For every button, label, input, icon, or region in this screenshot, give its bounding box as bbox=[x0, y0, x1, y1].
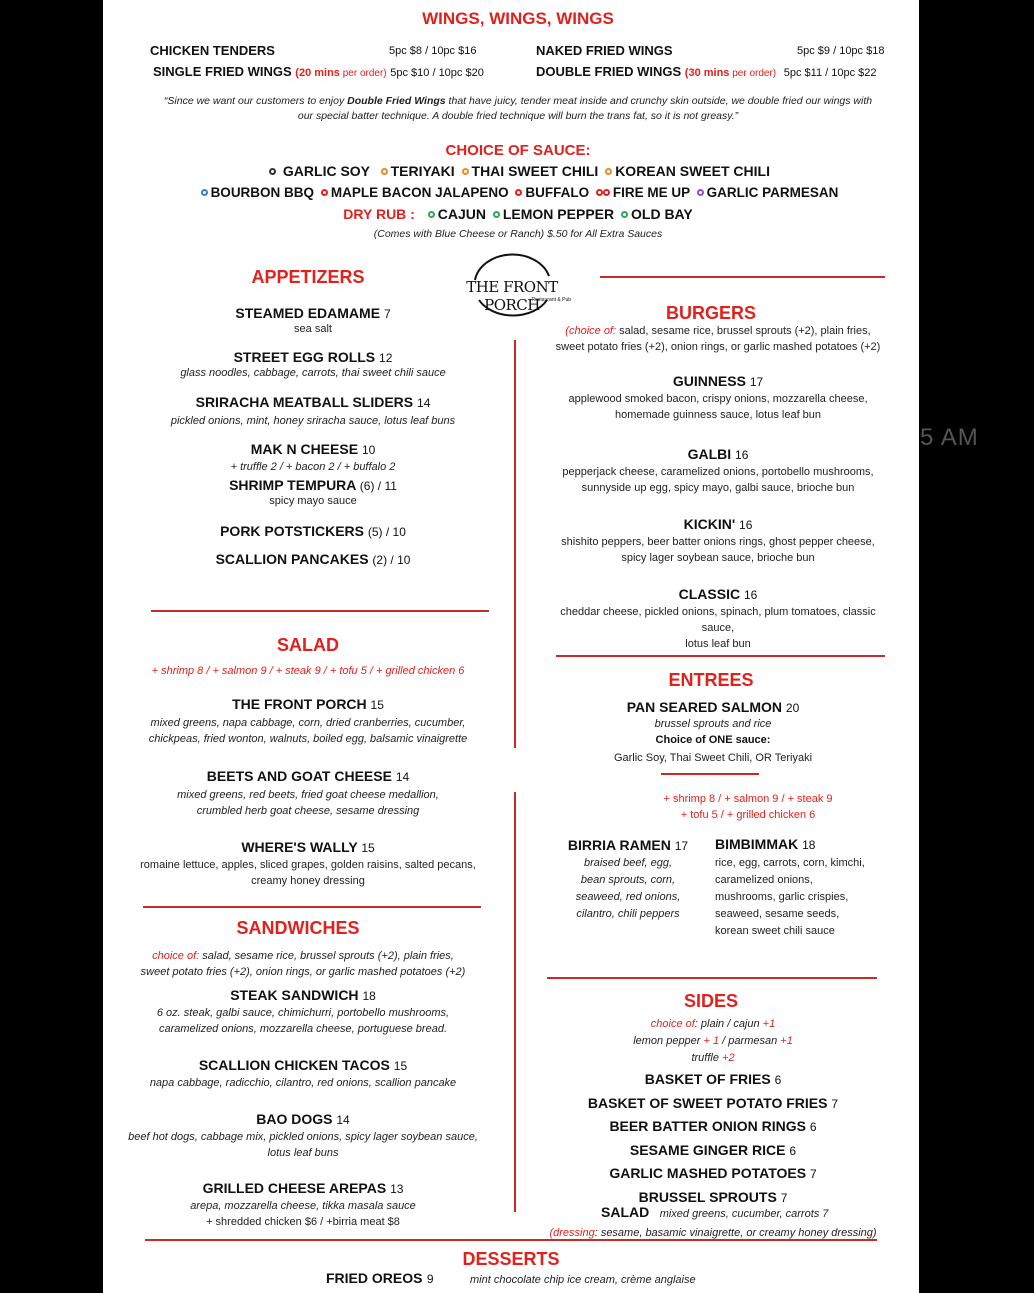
item-desc: bean sprouts, corn, bbox=[580, 874, 676, 886]
item-name: BASKET OF SWEET POTATO FRIES bbox=[587, 1094, 828, 1111]
item-desc: pickled onions, mint, honey sriracha sauce, lotus leaf buns bbox=[170, 415, 456, 427]
rub-cajun: CAJUN bbox=[437, 206, 486, 222]
choice-label: (choice of: bbox=[565, 325, 617, 337]
menu-item bbox=[143, 349, 483, 365]
item-desc: spicy mayo sauce bbox=[269, 495, 357, 507]
menu-item bbox=[133, 839, 483, 855]
menu-item bbox=[563, 1162, 863, 1186]
item-desc: caramelized onions, mozzarella cheese, portuguese bread. bbox=[159, 1023, 447, 1035]
item-price: 7 bbox=[831, 1096, 839, 1111]
item-name: BIMBIMMAK bbox=[715, 836, 799, 852]
sauce-title: CHOICE OF SAUCE: bbox=[445, 142, 591, 159]
menu-item bbox=[123, 1057, 483, 1073]
item-desc: + shredded chicken $6 / +birria meat $8 bbox=[206, 1216, 400, 1228]
sauce-garlic-soy: GARLIC SOY bbox=[282, 163, 370, 179]
menu-item bbox=[563, 1115, 863, 1139]
item-desc: mushrooms, garlic crispies, bbox=[715, 891, 849, 903]
sides-choice-label: choice of bbox=[650, 1018, 695, 1030]
sauce-buffalo: BUFFALO bbox=[525, 185, 590, 200]
menu-item bbox=[558, 837, 698, 853]
wings-title: WINGS, WINGS, WINGS bbox=[422, 9, 614, 28]
sauce-dot-icon bbox=[697, 189, 704, 196]
item-desc: + truffle 2 / + bacon 2 / + buffalo 2 bbox=[230, 461, 396, 473]
item-price: 9 bbox=[426, 1272, 434, 1286]
sides-truffle: truffle bbox=[691, 1052, 723, 1064]
item-name: BAO DOGS bbox=[256, 1111, 333, 1127]
item-name: KICKIN' bbox=[683, 516, 736, 532]
sauce-dot-icon bbox=[621, 211, 628, 218]
dessert-desc: mint chocolate chip ice cream, crème anglaise bbox=[470, 1274, 696, 1286]
menu-item bbox=[143, 477, 483, 493]
item-price: 14 bbox=[336, 1113, 350, 1127]
wings-quote-b: Double Fried Wings bbox=[347, 95, 446, 107]
item-name: THE FRONT PORCH bbox=[232, 696, 367, 712]
double-fried-price: 5pc $11 / 10pc $22 bbox=[783, 67, 877, 79]
item-desc: applewood smoked bacon, crispy onions, mozzarella cheese, bbox=[568, 393, 868, 405]
item-desc: glass noodles, cabbage, carrots, thai sweet chili sauce bbox=[180, 367, 446, 379]
sauce-dot-icon bbox=[428, 211, 435, 218]
logo-name: THE FRONT PORCH bbox=[466, 278, 558, 314]
double-fried-time: (30 mins bbox=[684, 67, 730, 79]
item-desc: cheddar cheese, pickled onions, spinach, plum tomatoes, classic sauce, bbox=[560, 606, 876, 634]
item-desc: korean sweet chili sauce bbox=[715, 925, 835, 937]
sandwiches-choice bbox=[123, 948, 483, 980]
desserts-title: DESSERTS bbox=[462, 1249, 560, 1269]
dressing-rest: : sesame, basamic vinaigrette, or creamy honey dressing) bbox=[594, 1227, 877, 1239]
sides-list bbox=[563, 1068, 863, 1209]
item-price: 18 bbox=[362, 989, 376, 1003]
item-name: SCALLION CHICKEN TACOS bbox=[198, 1057, 390, 1073]
wings-quote-c: that have juicy, tender meat inside and crunchy skin outside, we double fried our wings with bbox=[445, 95, 873, 107]
item-name: WHERE'S WALLY bbox=[241, 839, 358, 855]
item-name: SALAD bbox=[601, 1204, 650, 1220]
item-desc: beef hot dogs, cabbage mix, pickled onions, spicy lager soybean sauce, bbox=[128, 1131, 478, 1143]
salmon-choice: Choice of ONE sauce: bbox=[655, 734, 771, 746]
appetizers-list bbox=[143, 305, 483, 567]
item-desc: cilantro, chili peppers bbox=[576, 908, 680, 920]
item-desc: shishito peppers, beer batter onions rings, ghost pepper cheese, bbox=[561, 536, 875, 548]
item-price: 6 bbox=[774, 1073, 782, 1087]
menu-item bbox=[143, 394, 483, 410]
menu-item bbox=[133, 768, 483, 784]
menu-item bbox=[543, 586, 893, 602]
item-price: 7 bbox=[383, 307, 391, 321]
item-price: 15 bbox=[370, 698, 384, 712]
item-price: (6) / 11 bbox=[359, 479, 397, 493]
item-desc: seaweed, sesame seeds, bbox=[715, 908, 840, 920]
dessert-item bbox=[326, 1270, 434, 1288]
item-desc: napa cabbage, radicchio, cilantro, red onions, scallion pancake bbox=[149, 1077, 457, 1089]
choice-label: choice of: bbox=[152, 950, 200, 962]
entrees-addons bbox=[643, 791, 853, 823]
divider bbox=[143, 906, 481, 908]
sides-parm: / parmesan bbox=[719, 1035, 781, 1047]
item-name: BEETS AND GOAT CHEESE bbox=[206, 768, 392, 784]
menu-item bbox=[543, 373, 893, 389]
choice-line1: salad, sesame rice, brussel sprouts (+2), plain fries, bbox=[199, 950, 454, 962]
sauce-dot-icon bbox=[515, 189, 522, 196]
item-desc: seaweed, red onions, bbox=[575, 891, 681, 903]
sides-plus: +2 bbox=[722, 1052, 735, 1064]
sauce-dot-icon bbox=[381, 168, 388, 175]
item-desc: sunnyside up egg, spicy mayo, galbi sauce, brioche bun bbox=[581, 482, 855, 494]
single-fried-name: SINGLE FRIED WINGS bbox=[153, 64, 292, 79]
choice-line1: salad, sesame rice, brussel sprouts (+2), plain fries, bbox=[616, 325, 871, 337]
item-price: 13 bbox=[390, 1182, 404, 1196]
item-price: 14 bbox=[417, 396, 431, 410]
burgers-list bbox=[543, 373, 893, 652]
menu-item bbox=[133, 696, 483, 712]
sauce-dot-icon bbox=[603, 189, 610, 196]
item-desc: chickpeas, fried wonton, walnuts, boiled egg, balsamic vinaigrette bbox=[148, 733, 468, 745]
item-price: 16 bbox=[739, 518, 753, 532]
sides-lemon: lemon pepper bbox=[633, 1035, 704, 1047]
choice-line2: sweet potato fries (+2), onion rings, or garlic mashed potatoes (+2) bbox=[555, 341, 881, 353]
item-name: BRUSSEL SPROUTS bbox=[638, 1188, 777, 1205]
item-price: (2) / 10 bbox=[372, 553, 411, 567]
item-price: 15 bbox=[393, 1059, 408, 1073]
item-desc: 6 oz. steak, galbi sauce, chimichurri, portobello mushrooms, bbox=[156, 1007, 450, 1019]
wings-quote-d: our special batter technique. A double fried technique will burn the trans fat, so it is not greasy.” bbox=[297, 110, 739, 122]
double-fried-note: per order) bbox=[729, 68, 777, 79]
sandwiches-list bbox=[123, 987, 483, 1230]
naked-fried-price: 5pc $9 / 10pc $18 bbox=[797, 45, 885, 57]
background-time-text: 5 AM bbox=[920, 424, 979, 451]
menu-item bbox=[123, 1111, 483, 1127]
sides-plus: + 1 bbox=[703, 1035, 720, 1047]
menu-item bbox=[715, 836, 895, 852]
chicken-tenders-name: CHICKEN TENDERS bbox=[150, 43, 275, 58]
item-desc: crumbled herb goat cheese, sesame dressing bbox=[196, 805, 420, 817]
item-name: GALBI bbox=[687, 446, 732, 462]
rub-lemon-pepper: LEMON PEPPER bbox=[502, 206, 615, 222]
sauce-dot-icon bbox=[605, 168, 612, 175]
choice-line2: sweet potato fries (+2), onion rings, or garlic mashed potatoes (+2) bbox=[140, 966, 466, 978]
item-price: 18 bbox=[802, 838, 816, 852]
menu-item bbox=[123, 1180, 483, 1196]
item-name: STEAK SANDWICH bbox=[230, 987, 359, 1003]
sauce-thai-sweet-chili: THAI SWEET CHILI bbox=[471, 163, 599, 179]
item-desc: lotus leaf bun bbox=[685, 638, 751, 650]
double-fried-row bbox=[536, 64, 877, 79]
sauce-bourbon-bbq: BOURBON BBQ bbox=[210, 185, 315, 200]
item-name: BEER BATTER ONION RINGS bbox=[609, 1118, 806, 1134]
item-desc: mixed greens, napa cabbage, corn, dried cranberries, cucumber, bbox=[150, 717, 466, 729]
item-price: 7 bbox=[780, 1190, 788, 1205]
burgers-choice bbox=[543, 323, 893, 355]
entrees-title: ENTREES bbox=[668, 670, 754, 690]
rub-old-bay: OLD BAY bbox=[631, 206, 693, 222]
item-name: SCALLION PANCAKES bbox=[215, 551, 369, 567]
item-desc: arepa, mozzarella cheese, tikka masala sauce bbox=[190, 1200, 416, 1212]
item-name: PAN SEARED SALMON bbox=[626, 699, 783, 715]
salad-title: SALAD bbox=[277, 635, 339, 655]
sides-plus: +1 bbox=[762, 1018, 776, 1030]
menu-item bbox=[563, 1139, 863, 1163]
menu-item bbox=[563, 1068, 863, 1092]
sides-dressing bbox=[543, 1225, 883, 1241]
item-name: SRIRACHA MEATBALL SLIDERS bbox=[195, 394, 414, 410]
item-name: MAK N CHEESE bbox=[250, 441, 359, 457]
item-desc: braised beef, egg, bbox=[583, 857, 673, 869]
item-price: 16 bbox=[743, 588, 758, 602]
item-price: 16 bbox=[735, 448, 749, 462]
item-desc: mixed greens, red beets, fried goat cheese medallion, bbox=[177, 789, 439, 801]
item-desc: homemade guinness sauce, lotus leaf bun bbox=[614, 409, 822, 421]
sauce-garlic-parmesan: GARLIC PARMESAN bbox=[706, 185, 839, 200]
item-desc: rice, egg, carrots, corn, kimchi, bbox=[715, 857, 865, 869]
dressing-label: (dressing bbox=[549, 1227, 595, 1239]
item-price: 17 bbox=[674, 839, 689, 853]
addons-line2: + tofu 5 / + grilled chicken 6 bbox=[680, 809, 816, 821]
item-name: STREET EGG ROLLS bbox=[233, 349, 376, 365]
divider bbox=[514, 340, 516, 748]
sauce-fire-me-up: FIRE ME UP bbox=[612, 185, 690, 200]
sauce-maple-bacon: MAPLE BACON JALAPENO bbox=[330, 185, 509, 200]
menu-item bbox=[143, 441, 483, 457]
chicken-tenders-price: 5pc $8 / 10pc $16 bbox=[389, 45, 477, 57]
item-name: BASKET OF FRIES bbox=[644, 1071, 771, 1087]
item-name: FRIED OREOS bbox=[326, 1270, 423, 1286]
item-price: 12 bbox=[379, 351, 393, 365]
single-fried-time: (20 mins bbox=[295, 67, 340, 79]
sauce-dot-icon bbox=[596, 189, 603, 196]
item-desc: spicy lager soybean sauce, brioche bun bbox=[621, 552, 815, 564]
sauce-dot-icon bbox=[201, 189, 208, 196]
entree-bimbimmak bbox=[715, 836, 895, 940]
menu-item bbox=[143, 523, 483, 539]
sauce-teriyaki: TERIYAKI bbox=[390, 163, 455, 179]
item-name: CLASSIC bbox=[678, 586, 741, 602]
item-price: 20 bbox=[785, 701, 800, 715]
item-name: GUINNESS bbox=[672, 373, 746, 389]
item-desc: brussel sprouts and rice bbox=[654, 718, 772, 730]
item-price: 14 bbox=[395, 770, 410, 784]
divider bbox=[661, 773, 759, 775]
item-name: PORK POTSTICKERS bbox=[220, 523, 364, 539]
item-price: 10 bbox=[361, 443, 376, 457]
item-desc: creamy honey dressing bbox=[251, 875, 365, 887]
sauce-note: (Comes with Blue Cheese or Ranch) $.50 for All Extra Sauces bbox=[373, 228, 663, 240]
divider bbox=[600, 276, 885, 278]
sides-choice bbox=[583, 1016, 843, 1067]
menu-item bbox=[143, 305, 483, 321]
sides-plus: +1 bbox=[780, 1035, 793, 1047]
item-price: 6 bbox=[809, 1120, 817, 1134]
item-name: SHRIMP TEMPURA bbox=[229, 477, 356, 493]
divider bbox=[556, 655, 885, 657]
single-fried-row bbox=[153, 64, 484, 79]
sauce-row-1 bbox=[103, 163, 919, 179]
menu-item bbox=[543, 516, 893, 532]
sauce-dot-icon bbox=[462, 168, 469, 175]
double-fried-name: DOUBLE FRIED WINGS bbox=[536, 64, 682, 79]
item-name: BIRRIA RAMEN bbox=[567, 837, 671, 853]
sides-choice-rest: : plain / cajun bbox=[694, 1018, 763, 1030]
burgers-title: BURGERS bbox=[665, 303, 756, 323]
menu-item bbox=[563, 1092, 863, 1116]
logo-sub: Restaurant & Pub bbox=[531, 297, 571, 303]
item-desc: pepperjack cheese, caramelized onions, portobello mushrooms, bbox=[562, 466, 874, 478]
menu-item bbox=[563, 699, 863, 715]
divider bbox=[151, 610, 489, 612]
sauce-row-3 bbox=[103, 206, 919, 222]
menu-item bbox=[123, 987, 483, 1003]
item-desc: sea salt bbox=[294, 323, 332, 335]
wings-quote bbox=[113, 94, 919, 124]
item-price: 6 bbox=[789, 1143, 797, 1158]
salad-list bbox=[133, 696, 483, 889]
item-price: (5) / 10 bbox=[367, 525, 406, 539]
item-desc: mixed greens, cucumber, carrots 7 bbox=[659, 1208, 829, 1220]
dry-rub-label: DRY RUB : bbox=[343, 206, 415, 222]
item-desc: romaine lettuce, apples, sliced grapes, golden raisins, salted pecans, bbox=[140, 859, 476, 871]
salmon-sauces: Garlic Soy, Thai Sweet Chili, OR Teriyaki bbox=[613, 752, 813, 764]
menu-page bbox=[103, 0, 919, 1293]
divider bbox=[547, 977, 877, 979]
menu-item bbox=[543, 446, 893, 462]
item-name: GARLIC MASHED POTATOES bbox=[609, 1165, 807, 1181]
salad-addons: + shrimp 8 / + salmon 9 / + steak 9 / + tofu 5 / + grilled chicken 6 bbox=[151, 665, 465, 677]
entree-ramen bbox=[558, 837, 698, 923]
item-name: STEAMED EDAMAME bbox=[235, 305, 381, 321]
sides-salad bbox=[601, 1204, 828, 1222]
item-desc: lotus leaf buns bbox=[267, 1147, 339, 1159]
appetizers-title: APPETIZERS bbox=[251, 267, 365, 287]
item-desc: caramelized onions, bbox=[715, 874, 813, 886]
item-name: GRILLED CHEESE AREPAS bbox=[202, 1180, 387, 1196]
single-fried-note: per order) bbox=[339, 68, 387, 79]
sauce-dot-icon bbox=[269, 168, 276, 175]
item-name: SESAME GINGER RICE bbox=[629, 1141, 786, 1158]
item-price: 15 bbox=[361, 841, 375, 855]
sauce-dot-icon bbox=[493, 211, 500, 218]
single-fried-price: 5pc $10 / 10pc $20 bbox=[390, 67, 484, 79]
entree-salmon bbox=[563, 699, 863, 766]
wings-quote-a: “Since we want our customers to enjoy bbox=[163, 95, 348, 107]
addons-line1: + shrimp 8 / + salmon 9 / + steak 9 bbox=[663, 793, 833, 805]
naked-fried-name: NAKED FRIED WINGS bbox=[536, 43, 673, 58]
menu-item bbox=[143, 551, 483, 567]
sides-title: SIDES bbox=[683, 991, 739, 1011]
sauce-dot-icon bbox=[321, 189, 328, 196]
item-price: 7 bbox=[810, 1167, 817, 1181]
sandwiches-title: SANDWICHES bbox=[236, 918, 360, 938]
item-price: 17 bbox=[749, 375, 764, 389]
divider bbox=[514, 792, 516, 1212]
sauce-korean-sweet-chili: KOREAN SWEET CHILI bbox=[615, 163, 770, 179]
sauce-row-2 bbox=[103, 185, 919, 200]
